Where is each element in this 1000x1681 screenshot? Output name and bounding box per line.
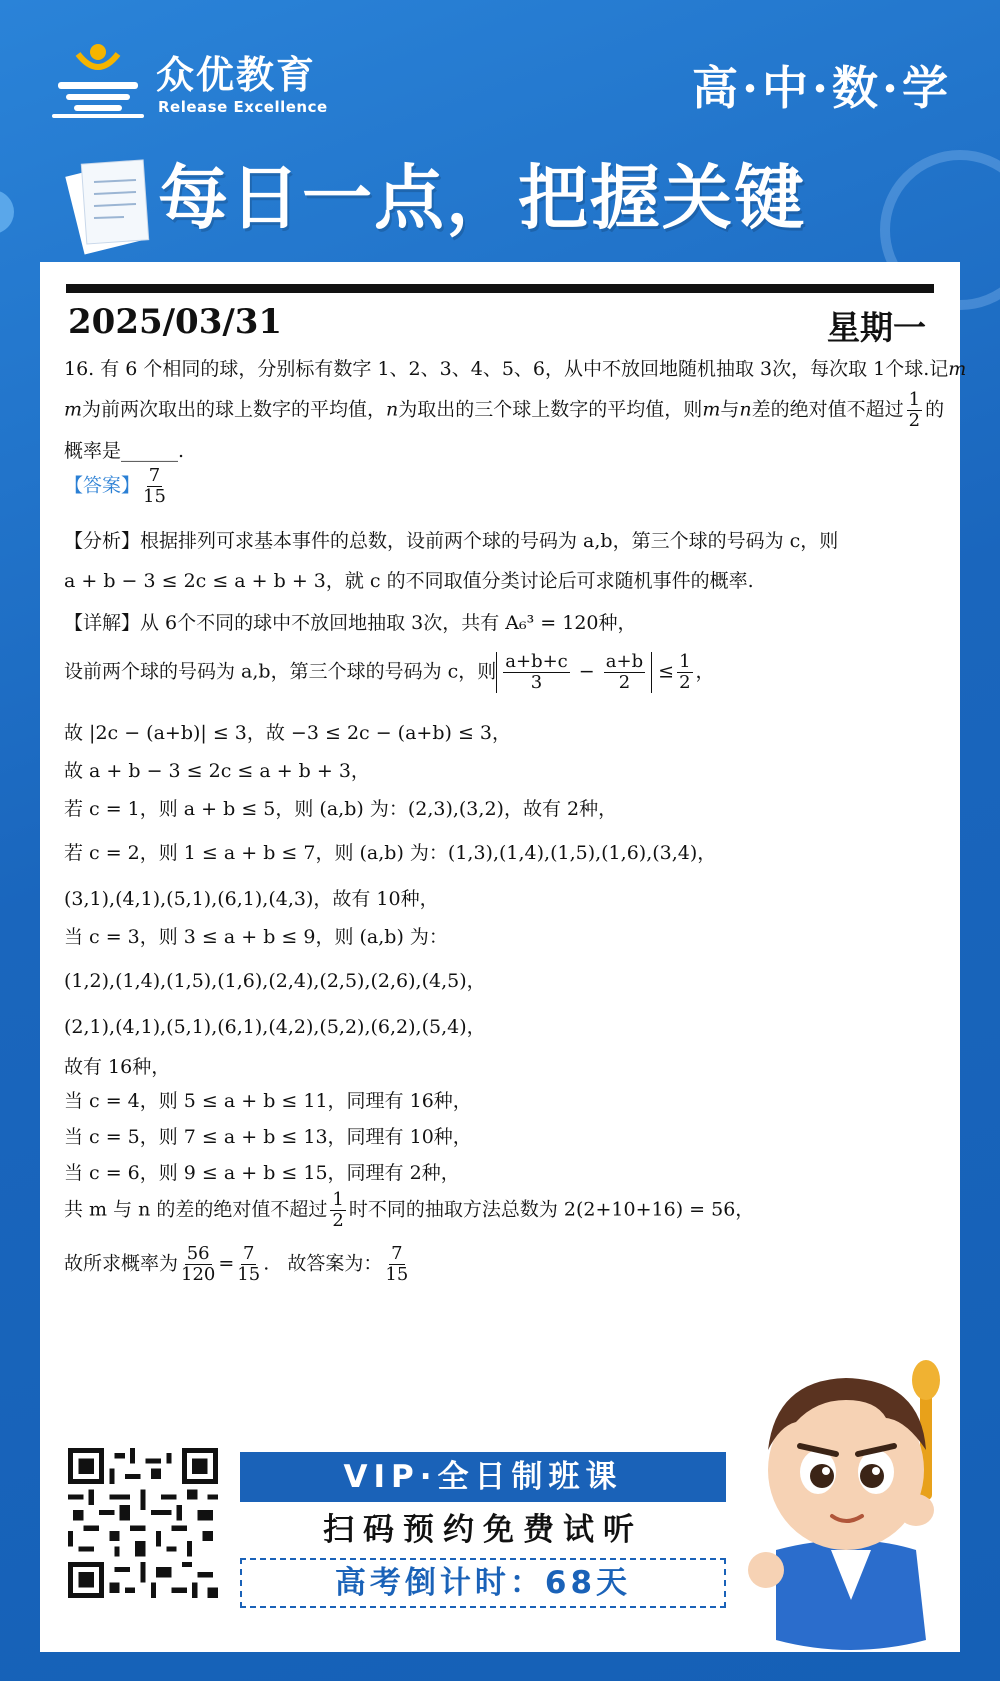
detail-line: 当 c = 4，则 5 ≤ a + b ≤ 11，同理有 16种，: [64, 1090, 472, 1112]
answer-fraction: $\frac{7}{15}$: [143, 465, 166, 507]
question-line: m为前两次取出的球上数字的平均值，n为取出的三个球上数字的平均值，则m与n差的绝对值不超过 $\frac{1}{2}$ 的: [64, 389, 945, 431]
detail-line: 故所求概率为 $\frac{56}{120}$ = $\frac{7}{15}$ . 故答案为： $\frac{7}{15}$: [64, 1243, 409, 1285]
brand-logo: [52, 40, 352, 120]
absolute-value: $\frac{a+b+c}{3}$ − $\frac{a+b}{2}$: [496, 652, 652, 693]
question-text: 16. 有 6 个相同的球，分别标有数字 1、2、3、4、5、6，从中不放回地随机抽取 3次，每次取 1个球.记: [64, 358, 949, 380]
scan-to-book-text: 扫码预约免费试听: [323, 1512, 643, 1548]
question-text: 差的绝对值不超过: [751, 398, 904, 421]
detail-line: 若 c = 2，则 1 ≤ a + b ≤ 7，则 (a,b) 为：(1,3),(1,4),(1,5),(1,6),(3,4)，: [64, 842, 717, 864]
question-text: 与: [720, 398, 740, 421]
fraction: $\frac{1}{2}$: [679, 651, 691, 693]
divider: [66, 284, 934, 293]
answer-tag: 【答案】: [64, 474, 141, 497]
question-var: m: [948, 358, 967, 380]
brand-tagline: Release Excellence: [158, 98, 328, 116]
detail-line: (1,2),(1,4),(1,5),(1,6),(2,4),(2,5),(2,6),(4,5)，: [64, 970, 486, 992]
detail-line: 【详解】从 6个不同的球中不放回地抽取 3次，共有 A₆³ = 120种，: [64, 612, 637, 634]
mascot-icon: [736, 1360, 966, 1660]
vip-banner: VIP·全日制班课: [240, 1452, 726, 1502]
analysis-line: 【分析】根据排列可求基本事件的总数，设前两个球的号码为 a,b，第三个球的号码为 c，则: [64, 530, 839, 552]
detail-line: 当 c = 3，则 3 ≤ a + b ≤ 9，则 (a,b) 为：: [64, 926, 448, 948]
detail-line: 故有 16种，: [64, 1056, 171, 1078]
answer-line: [64, 466, 169, 507]
question-line: 概率是______.: [64, 440, 185, 462]
question-line: [64, 354, 966, 381]
subject-title: 高·中·数·学: [691, 61, 952, 115]
detail-line: 当 c = 6，则 9 ≤ a + b ≤ 15，同理有 2种，: [64, 1162, 460, 1184]
logo-mark-icon: [52, 40, 144, 118]
detail-line: 共 m 与 n 的差的绝对值不超过 $\frac{1}{2}$ 时不同的抽取方法总数为 2(2+10+16) = 56，: [64, 1189, 755, 1231]
detail-line: (2,1),(4,1),(5,1),(6,1),(4,2),(5,2),(6,2),(5,4)，: [64, 1016, 486, 1038]
date: 2025/03/31: [68, 302, 283, 342]
detail-line: 故 a + b − 3 ≤ 2c ≤ a + b + 3，: [64, 760, 370, 782]
brand-name: 众优教育: [156, 53, 317, 97]
headline: 每日一点，把握关键: [158, 157, 806, 239]
qr-code[interactable]: [68, 1448, 218, 1598]
question-text: 的: [925, 398, 945, 421]
detail-line: 设前两个球的号码为 a,b，第三个球的号码为 c，则 $\frac{a+b+c}{3}$ − $\frac{a+b}{2}$ ≤ $\frac{1}{2}$ ，: [64, 651, 715, 693]
analysis-line: a + b − 3 ≤ 2c ≤ a + b + 3，就 c 的不同取值分类讨论后可求随机事件的概率.: [64, 570, 754, 592]
fraction: $\frac{1}{2}$: [332, 1189, 344, 1231]
fraction: $\frac{1}{2}$: [908, 389, 921, 431]
question-text: 为取出的三个球上数字的平均值，则: [398, 398, 703, 421]
detail-line: 故 |2c − (a+b)| ≤ 3，故 −3 ≤ 2c − (a+b) ≤ 3，: [64, 722, 511, 744]
weekday: 星期一: [827, 308, 926, 347]
detail-line: (3,1),(4,1),(5,1),(6,1),(4,3)，故有 10种，: [64, 888, 439, 910]
detail-line: 当 c = 5，则 7 ≤ a + b ≤ 13，同理有 10种，: [64, 1126, 472, 1148]
detail-line: 若 c = 1，则 a + b ≤ 5，则 (a,b) 为：(2,3),(3,2)，故有 2种，: [64, 798, 618, 820]
paper-icon: [64, 148, 154, 258]
question-text: 为前两次取出的球上数字的平均值，: [82, 398, 387, 421]
exam-countdown: 高考倒计时：68天: [240, 1558, 726, 1608]
